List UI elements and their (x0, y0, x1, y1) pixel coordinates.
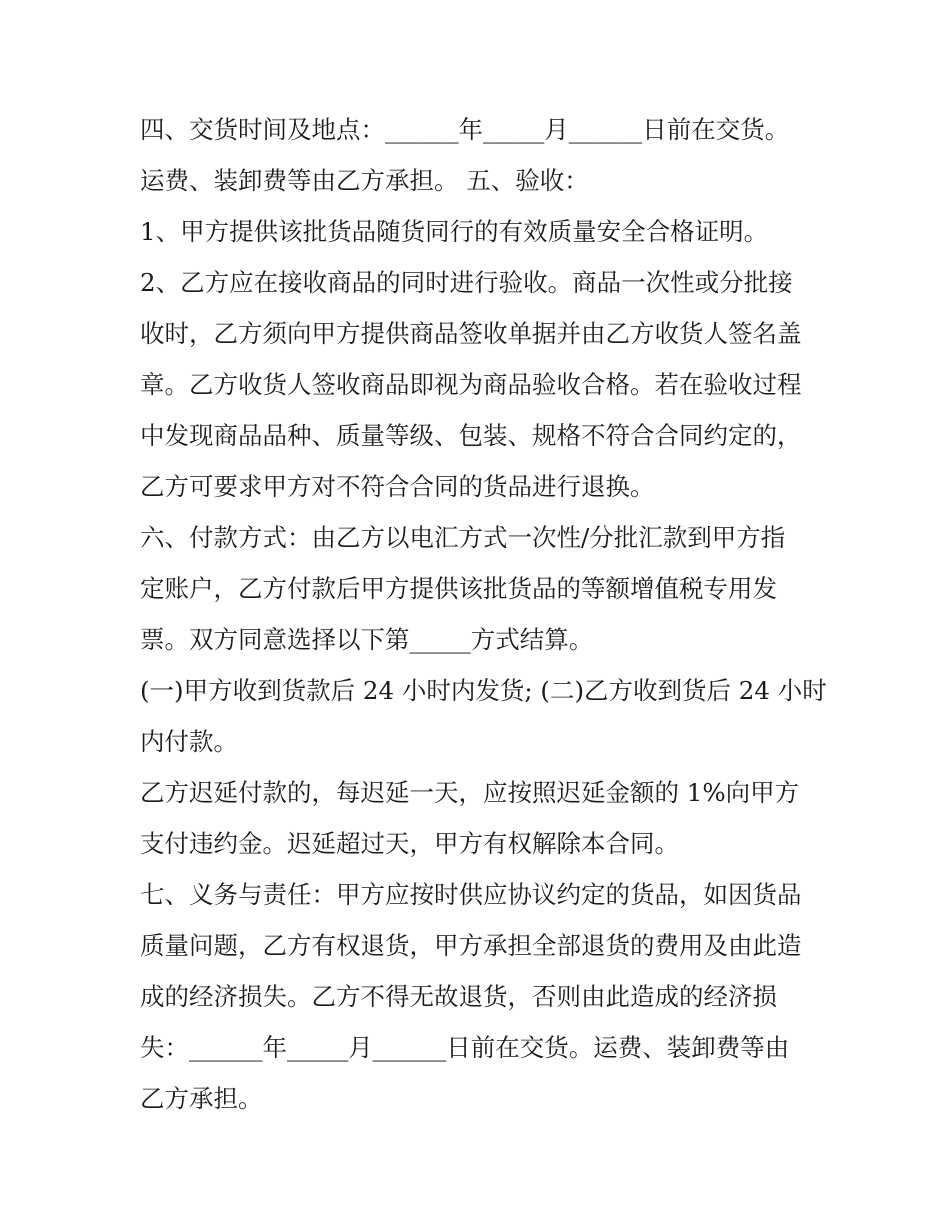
text-line-obligations: 七、义务与责任：甲方应按时供应协议约定的货品，如因货品 (140, 880, 802, 909)
text-line: 中发现商品品种、质量等级、包装、规格不符合合同约定的， (140, 421, 802, 450)
text-line-freight: 运费、装卸费等由乙方承担。 五、验收： (140, 166, 589, 195)
text-line-payment: 六、付款方式：由乙方以电汇方式一次性/分批汇款到甲方指 (140, 523, 786, 552)
text-line-delivery-time: 四、交货时间及地点：______年_____月______日前在交货。 (140, 115, 790, 144)
text-line: 内付款。 (140, 727, 238, 756)
text-line-inspection-2: 2、乙方应在接收商品的同时进行验收。商品一次性或分批接 (140, 268, 793, 297)
text-line: 定账户，乙方付款后甲方提供该批货品的等额增值税专用发 (140, 574, 777, 603)
text-line: 票。双方同意选择以下第_____方式结算。 (140, 625, 594, 654)
text-line: 乙方承担。 (140, 1084, 263, 1113)
text-line: 支付违约金。迟延超过天，甲方有权解除本合同。 (140, 829, 679, 858)
text-line-inspection-1: 1、甲方提供该批货品随货同行的有效质量安全合格证明。 (140, 217, 769, 246)
text-line: 失：______年_____月______日前在交货。运费、装卸费等由 (140, 1033, 790, 1062)
text-line: 收时，乙方须向甲方提供商品签收单据并由乙方收货人签名盖 (140, 319, 802, 348)
text-line-settlement-options: (一)甲方收到货款后 24 小时内发货; (二)乙方收到货后 24 小时 (140, 676, 827, 705)
text-line-late-payment: 乙方迟延付款的，每迟延一天，应按照迟延金额的 1%向甲方 (140, 778, 800, 807)
text-line: 乙方可要求甲方对不符合合同的货品进行退换。 (140, 472, 655, 501)
text-line: 质量问题，乙方有权退货，甲方承担全部退货的费用及由此造 (140, 931, 802, 960)
contract-text (140, 104, 830, 1124)
text-line: 成的经济损失。乙方不得无故退货，否则由此造成的经济损 (140, 982, 777, 1011)
text-line: 章。乙方收货人签收商品即视为商品验收合格。若在验收过程 (140, 370, 802, 399)
